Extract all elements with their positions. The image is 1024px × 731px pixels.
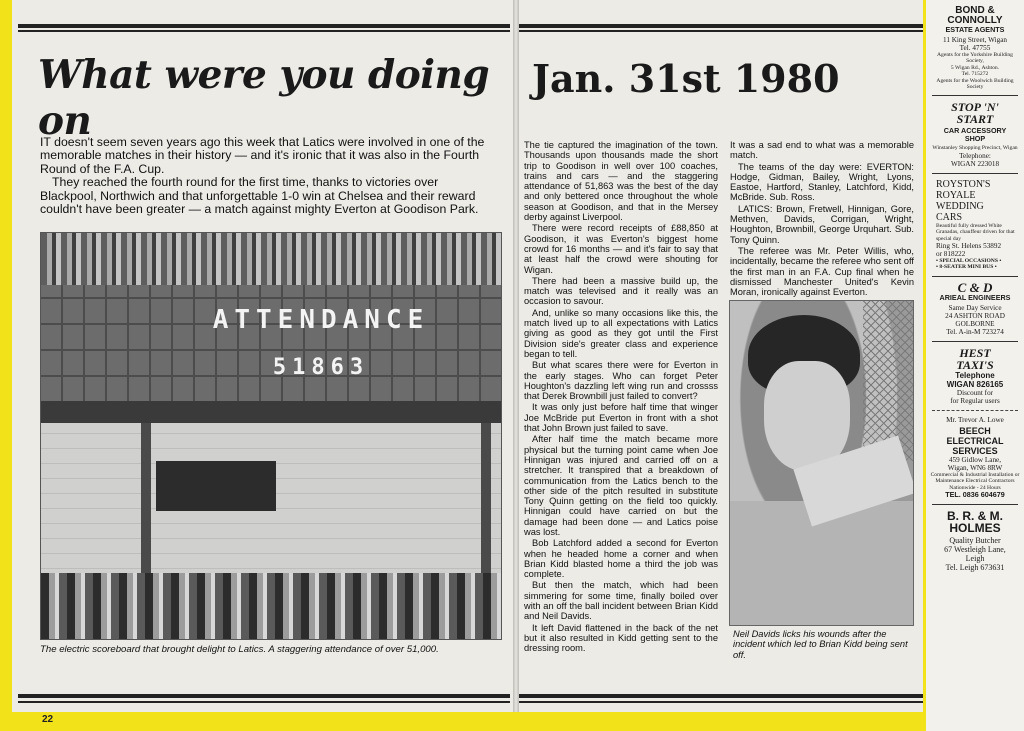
electric-scoreboard (41, 285, 501, 401)
right-top-rule-thin (519, 30, 923, 32)
ad-name: WEDDING (936, 200, 984, 212)
right-bottom-rule (519, 694, 923, 698)
left-top-rule (18, 24, 510, 28)
stand-window (156, 461, 276, 511)
article-paragraph: The tie captured the imagination of the town. Thousands upon thousands made the short trip to Goodison in well over 100 coaches, trains and cars — and the staggering attendance of 51,863 was the best of the day and only bettered once throughout the whole season at Goodison, and that in the Mersey derby against Liverpool. (524, 140, 718, 223)
ad-name: START (956, 112, 994, 127)
crowd-lower (41, 573, 501, 639)
article-paragraph: But then the match, which had been simmering for some time, finally boiled over with an off the ball incident between Brian Kidd and Neil Davids. (524, 580, 718, 622)
scoreboard-caption: The electric scoreboard that brought delight to Latics. A staggering attendance of over 51,000. (40, 644, 439, 655)
left-bottom-rule (18, 694, 510, 698)
ad-stop-n-start (926, 99, 1024, 169)
ad-telephone: Tel. 715272 (961, 71, 989, 78)
ad-subtitle: ARIEAL ENGINEERS (939, 292, 1011, 302)
ad-text: Beautiful fully dressed White Granadas, chauffeur driven for that special day (936, 222, 1015, 242)
ad-text: Same Day Service (948, 303, 1002, 312)
ad-address: Winstanley Shopping Precinct, Wigan (932, 145, 1018, 152)
headline-left: What were you doing on (38, 52, 490, 144)
ad-text: for Regular users (950, 396, 1000, 405)
right-top-rule (519, 24, 923, 28)
ad-text: Agents for the Woolwich Building Society (936, 77, 1014, 91)
ad-c-and-d (926, 280, 1024, 338)
article-paragraph: It left David flattened in the back of the net but it also resulted in Kidd getting sent to the dressing room. (524, 622, 718, 654)
ad-name: BOND & (955, 5, 995, 16)
ad-address: GOLBORNE (955, 319, 995, 328)
ad-divider (932, 276, 1018, 277)
ad-name: BEECH (959, 425, 991, 436)
left-bottom-rule-thin (18, 701, 510, 703)
ad-address: Leigh (965, 554, 985, 564)
ad-text: Quality Butcher (949, 536, 1001, 546)
article-paragraph: There had been a massive build up, the match was televised and it really was an occasion to savour. (524, 275, 718, 307)
article-paragraph: But what scares there were for Everton in the early stages. Who can forget Peter Houghton's dazzling left wing run and crossss that Derek Brownbill just failed to convert? (524, 360, 718, 402)
right-bottom-rule-thin (519, 701, 923, 703)
stand-beam (41, 401, 501, 423)
page-number: 22 (42, 714, 54, 725)
intro-paragraph: They reached the fourth round for the first time, thanks to victories over Blackpool, Northwich and that unforgettable 1-0 win at Chelsea and their reward couldn't have been greater — a match against mighty Everton at Goodison Park. (40, 175, 479, 217)
ad-beech-electrical (926, 414, 1024, 501)
article-paragraph: LATICS: Brown, Fretwell, Hinnigan, Gore, Methven, Davids, Corrigan, Wright, Houghton, Brownbill, George Urquhart. Sub. Tony Quinn. (730, 203, 914, 245)
ad-name: TAXI'S (956, 357, 994, 372)
ad-name: C & D (957, 279, 993, 295)
player-photo-caption: Neil Davids licks his wounds after the incident which led to Brian Kidd being sent off. (733, 629, 908, 660)
intro-paragraph: IT doesn't seem seven years ago this week that Latics were involved in one of the memorable matches in their history — and it's ironic that it was also in the Fourth Round of the F.A. Cup. (40, 135, 485, 176)
ad-roystons (926, 177, 1024, 273)
article-paragraph: There were record receipts of £88,850 at Goodison, it was Everton's biggest home crowd for 16 months — and it's fair to say that at least half the crowd were shouting for Wigan. (524, 223, 718, 275)
ad-name: STOP 'N' (951, 100, 999, 115)
article-paragraph: Bob Latchford added a second for Everton when he headed home a corner and when Brian Kidd blasted home a third the job was complete. (524, 538, 718, 580)
ad-telephone: Tel. 47755 (959, 44, 991, 52)
ad-name: ELECTRICAL (946, 435, 1004, 446)
ad-telephone: or 818222 (936, 250, 966, 259)
ad-text: Agents for the Yorkshire Building Society, (937, 52, 1013, 65)
ad-name: SERVICES (952, 445, 998, 456)
article-paragraph: The referee was Mr. Peter Willis, who, incidentally, became the referee who sent off the first man in an F.A. Cup final when he dismissed Manchester United's Kevin Moran, ironically against Everton. (730, 245, 914, 298)
ad-name: B. R. & M. (947, 509, 1003, 524)
stand-post (141, 423, 151, 583)
ad-telephone: WIGAN 826165 (946, 379, 1004, 389)
stand-post (481, 423, 491, 583)
ad-bond-connolly (926, 0, 1024, 92)
player-photo (729, 300, 914, 626)
ad-telephone-label: Telephone: (959, 151, 991, 160)
goal-net (863, 301, 913, 461)
ad-telephone: TEL. 0836 604679 (945, 490, 1005, 500)
ad-telephone: Ring St. Helens 53892 (936, 242, 1002, 251)
ad-address: Wigan, WN6 8RW (947, 463, 1003, 472)
article-paragraph: It was a sad end to what was a memorable match. (730, 140, 914, 161)
ad-text: Commercial & Industrial Installation or Maintenance Electrical Contractors Nationwide - 24 Hours (930, 471, 1020, 491)
article-paragraph: The teams of the day were: EVERTON: Hodge, Gidman, Bailey, Wright, Lyons, Eastoe, Hartford, Stanley, Latchford, Kidd, McBride. Sub. Ross. (730, 161, 914, 203)
article-paragraph: And, unlike so many occasions like this, the match lived up to all expectations with Latics giving as good as they got until the First Division side's greater class and experience began to tell. (524, 307, 718, 359)
ad-telephone: Tel. A-in-M 723274 (946, 327, 1004, 336)
ad-divider (932, 95, 1018, 96)
ad-name: CONNOLLY (947, 15, 1003, 26)
ad-address: 11 King Street, Wigan (943, 36, 1007, 44)
ad-subtitle: ESTATE AGENTS (945, 25, 1005, 34)
ad-subtitle: CAR ACCESSORY (943, 126, 1007, 136)
ad-text: • 8-SEATER MINI BUS • (936, 264, 997, 271)
ad-text: Discount for (956, 388, 994, 397)
yellow-border-bottom (0, 712, 1024, 731)
ad-text: • SPECIAL OCCASIONS • (936, 258, 1002, 265)
left-top-rule-thin (18, 30, 510, 32)
ad-address: 24 ASHTON ROAD (945, 311, 1005, 320)
ad-divider (932, 410, 1018, 411)
ad-name: HOLMES (949, 521, 1001, 536)
ad-name: HEST (959, 345, 991, 360)
ad-divider (932, 504, 1018, 505)
ad-address: 67 Westleigh Lane, (944, 545, 1006, 555)
ad-name: ROYALE (936, 189, 976, 201)
article-paragraph: After half time the match became more physical but the turning point came when Joe Hinnigan was injured and carried off on a stretcher. It transpired that a breakdown of communication from the Latics bench to the other side of the pitch resulted in substitute Tony Quinn getting on the field too quickly. Hinnigan could have carried on but the damage had been done — and Latics poise was lost. (524, 434, 718, 537)
ad-divider (932, 341, 1018, 342)
page-gutter (513, 0, 519, 731)
ad-telephone: WIGAN 223018 (950, 159, 1000, 168)
ad-text: Mr. Trevor A. Lowe (946, 415, 1004, 424)
ad-text: 5 Wigan Rd., Ashton. (950, 64, 1000, 71)
ad-subtitle: SHOP (964, 134, 986, 144)
ad-address: 459 Gidlow Lane, (948, 455, 1002, 464)
ad-divider (932, 173, 1018, 174)
ad-telephone-label: Telephone (955, 370, 995, 380)
ad-holmes-butcher (926, 508, 1024, 574)
advert-column (926, 0, 1024, 731)
scoreboard-line-2: 51863 (272, 355, 370, 380)
ad-name: CARS (936, 211, 963, 223)
headline-date: Jan. 31st 1980 (532, 56, 840, 101)
article-column-1 (524, 140, 718, 655)
ad-hest-taxis (926, 345, 1024, 407)
intro-text (40, 136, 498, 216)
article-paragraph: It was only just before half time that winger Joe McBride put Everton in front with a shot that John Brown just failed to save. (524, 402, 718, 434)
ad-name: ROYSTON'S (936, 178, 991, 190)
article-column-2 (730, 140, 914, 298)
scoreboard-photo (40, 232, 502, 640)
ad-telephone: Tel. Leigh 673631 (945, 563, 1005, 573)
scoreboard-line-1: ATTENDANCE (212, 305, 430, 335)
